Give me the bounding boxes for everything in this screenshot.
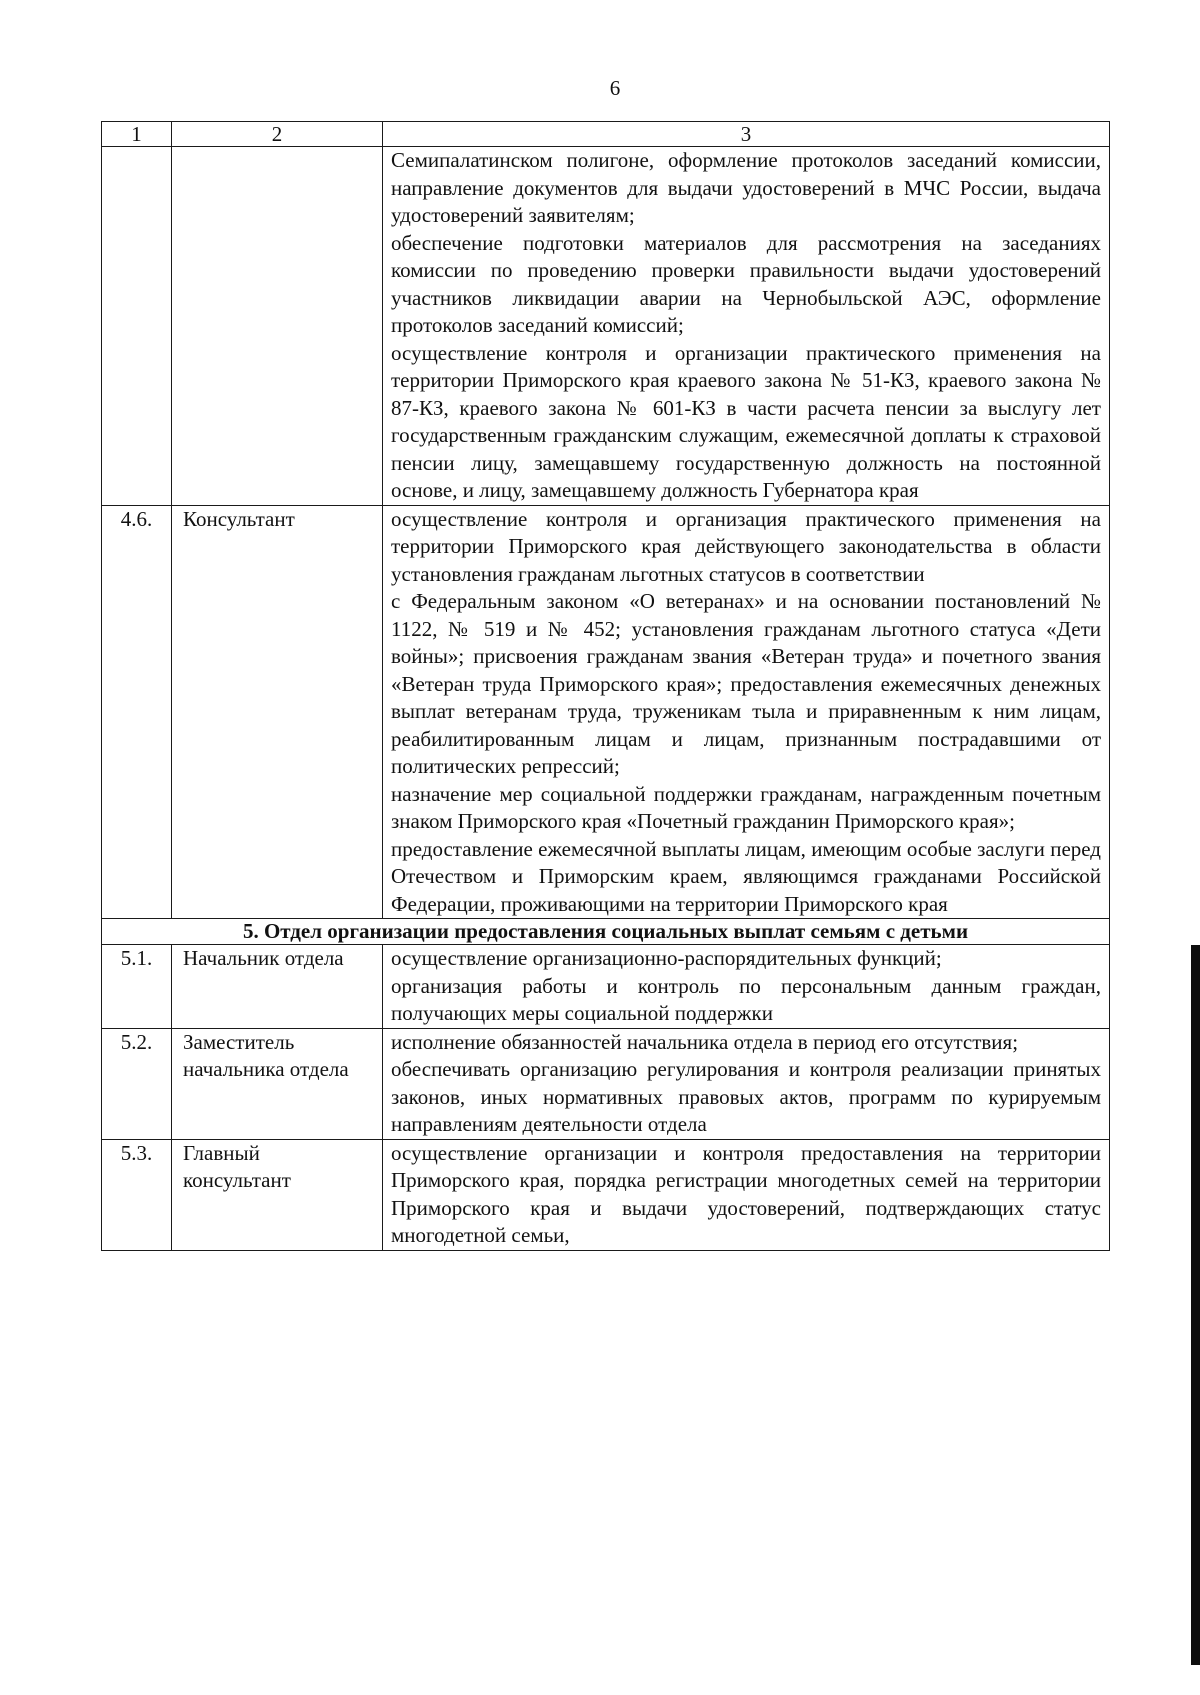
section-heading-row xyxy=(102,919,1110,945)
section-title: 5. Отдел организации предоставления социальных выплат семьям с детьми xyxy=(102,919,1110,945)
scan-edge-shadow xyxy=(1191,945,1200,1665)
duty-paragraph: Семипалатинском полигоне, оформление протоколов заседаний комиссии, направление документов для выдачи удостоверений в МЧС России, выдача удостоверений заявителям; xyxy=(391,148,1101,227)
row-number: 4.6. xyxy=(102,505,172,919)
position-title-line: Заместитель xyxy=(183,1029,295,1054)
table-row-5-2 xyxy=(102,1028,1110,1139)
duty-paragraph: осуществление контроля и организация практического применения на территории Приморского края действующего законодательства в области установления гражданам льготных статусов в соответствии xyxy=(391,506,1101,586)
duties-cell xyxy=(383,1028,1110,1139)
duty-paragraph: обеспечивать организацию регулирования и контроля реализации принятых законов, иных нормативных правовых актов, программ по курируемым направлениям деятельности отдела xyxy=(391,1057,1101,1136)
duty-paragraph: организация работы и контроль по персональным данным граждан, получающих меры социальной поддержки xyxy=(391,973,1101,1025)
table-row-5-3 xyxy=(102,1139,1110,1250)
position-title xyxy=(172,1028,383,1139)
position-title xyxy=(172,1139,383,1250)
duty-paragraph: осуществление контроля и организации практического применения на территории Приморского края краевого закона № 51-КЗ, краевого закона № 87-КЗ, краевого закона № 601-КЗ в части расчета пенсии за выслугу лет государственным гражданским служащим, ежемесячной доплаты к страховой пенсии лицу, замещавшему государственную должность на постоянной основе, и лицу, замещавшему должность Губернатора края xyxy=(391,340,1101,502)
position-title-line: Главный xyxy=(183,1140,260,1165)
column-numbers-row xyxy=(102,122,1110,147)
column-number-3: 3 xyxy=(383,122,1110,147)
table-row-5-1 xyxy=(102,945,1110,1029)
position-cell xyxy=(172,147,383,506)
duty-paragraph: исполнение обязанностей начальника отдела в период его отсутствия; xyxy=(391,1029,1019,1054)
duty-paragraph: осуществление организации и контроля предоставления на территории Приморского края, порядка регистрации многодетных семей на территории Приморского края и выдачи удостоверений, подтверждающих статус многодетной семьи, xyxy=(391,1140,1101,1247)
position-title-line: начальника отдела xyxy=(183,1057,349,1081)
page-number: 6 xyxy=(609,76,621,100)
row-number: 5.1. xyxy=(102,945,172,1029)
row-number-cell xyxy=(102,147,172,506)
duty-paragraph: с Федеральным законом «О ветеранах» и на основании постановлений № 1122, № 519 и № 452; установления гражданам льготного статуса «Дети войны»; присвоения гражданам звания «Ветеран труда» и почетного звания «Ветеран труда Приморского края»; предоставления ежемесячных денежных выплат ветеранам труда, труженикам тыла и приравненным к ним лицам, реабилитированным лицам и лицам, признанным пострадавшими от политических репрессий; xyxy=(391,589,1101,778)
duties-cell xyxy=(383,147,1110,506)
duty-paragraph: обеспечение подготовки материалов для рассмотрения на заседаниях комиссии по проведению проверки правильности выдачи удостоверений участников ликвидации аварии на Чернобыльской АЭС, оформление протоколов заседаний комиссий; xyxy=(391,230,1101,337)
position-title: Начальник отдела xyxy=(172,945,383,1029)
duties-cell xyxy=(383,1139,1110,1250)
duties-cell xyxy=(383,505,1110,919)
position-title-line: консультант xyxy=(183,1168,291,1192)
duty-paragraph: предоставление ежемесячной выплаты лицам, имеющим особые заслуги перед Отечеством и Приморским краем, являющимся гражданами Российской Федерации, проживающими на территории Приморского края xyxy=(391,836,1101,916)
duty-paragraph: назначение мер социальной поддержки гражданам, награжденным почетным знаком Приморского края «Почетный гражданин Приморского края»; xyxy=(391,781,1101,833)
table-row-continuation xyxy=(102,147,1110,506)
duty-paragraph: осуществление организационно-распорядительных функций; xyxy=(391,946,942,970)
table-row-4-6 xyxy=(102,505,1110,919)
column-number-2: 2 xyxy=(172,122,383,147)
row-number: 5.2. xyxy=(102,1028,172,1139)
row-number: 5.3. xyxy=(102,1139,172,1250)
position-title: Консультант xyxy=(172,505,383,919)
column-number-1: 1 xyxy=(102,122,172,147)
duties-cell xyxy=(383,945,1110,1029)
duties-table xyxy=(101,121,1110,1251)
